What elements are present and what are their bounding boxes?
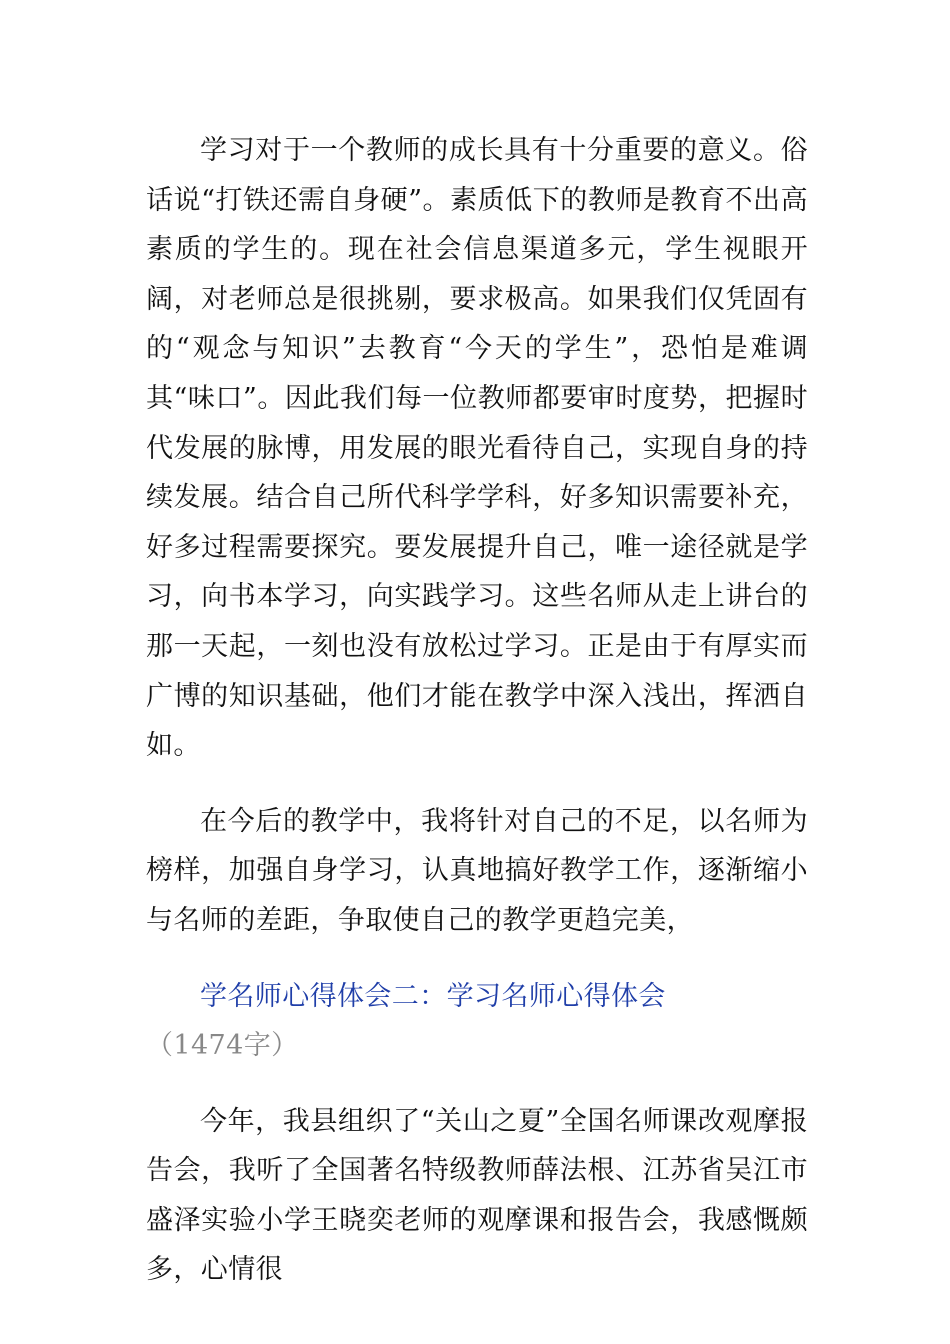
section-heading-title: 学名师心得体会二：学习名师心得体会 bbox=[200, 980, 666, 1012]
document-page bbox=[146, 126, 808, 1295]
paragraph-future-teaching: 在今后的教学中，我将针对自己的不足，以名师为榜样，加强自身学习，认真地搞好教学工作，逐渐缩小与名师的差距，争取使自己的教学更趋完美， bbox=[146, 805, 808, 936]
section-heading-char-count: （1474字） bbox=[146, 1030, 299, 1062]
section-heading bbox=[146, 972, 808, 1071]
paragraph-learning-importance: 学习对于一个教师的成长具有十分重要的意义。俗话说“打铁还需自身硬”。素质低下的教师是教育不出高素质的学生的。现在社会信息渠道多元，学生视眼开阔，对老师总是很挑剔，要求极高。如果我们仅凭固有的“观念与知识”去教育“今天的学生”，恐怕是难调其“味口”。因此我们每一位教师都要审时度势，把握时代发展的脉博，用发展的眼光看待自己，实现自身的持续发展。结合自己所代科学学科，好多知识需要补充，好多过程需要探究。要发展提升自己，唯一途径就是学习，向书本学习，向实践学习。这些名师从走上讲台的那一天起，一刻也没有放松过学习。正是由于有厚实而广博的知识基础，他们才能在教学中深入浅出，挥洒自如。 bbox=[146, 135, 808, 762]
paragraph-observation-report: 今年，我县组织了“关山之夏”全国名师课改观摩报告会，我听了全国著名特级教师薛法根、江苏省吴江市盛泽实验小学王晓奕老师的观摩课和报告会，我感慨颇多，心情很 bbox=[146, 1105, 808, 1286]
